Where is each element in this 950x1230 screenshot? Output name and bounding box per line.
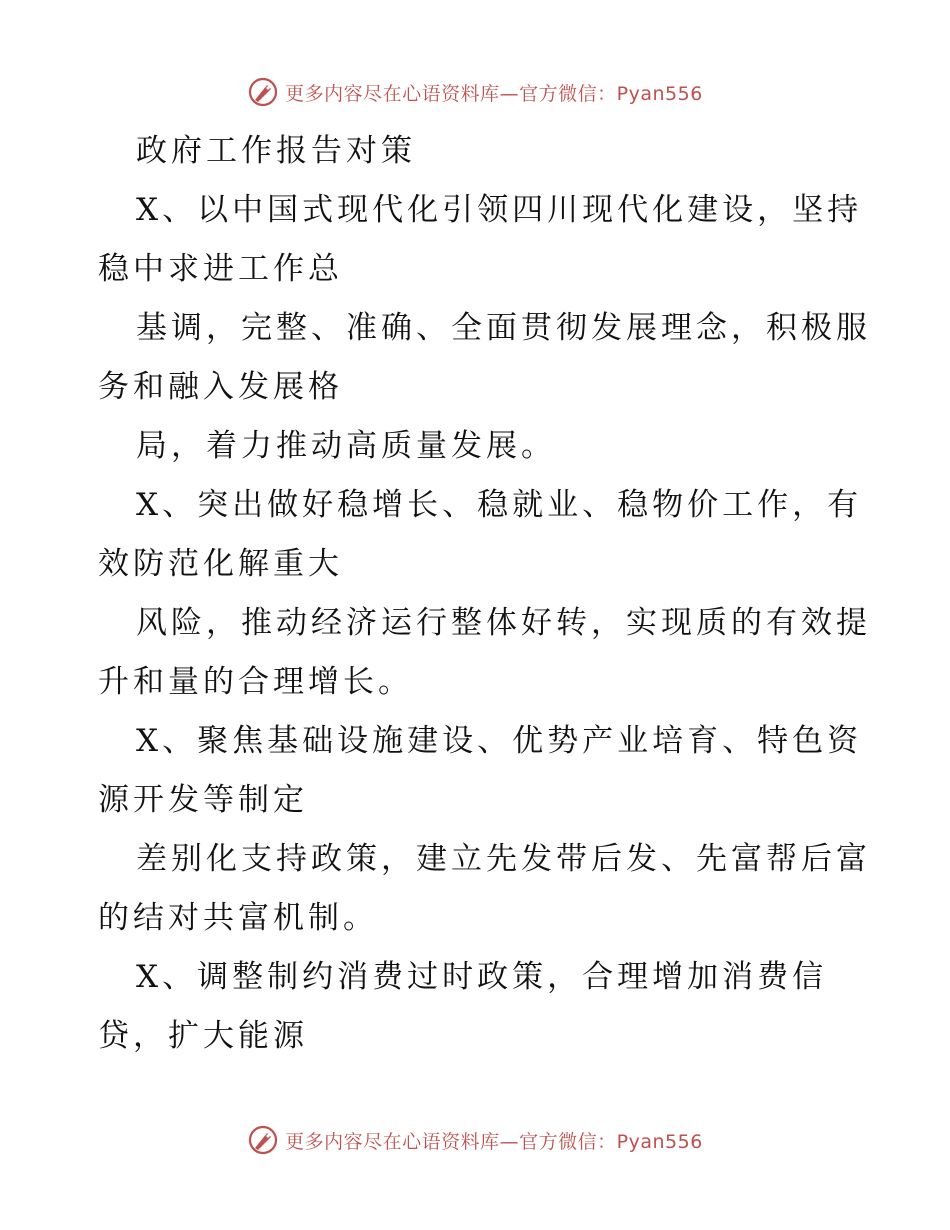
paragraph-line: 的结对共富机制。	[98, 900, 378, 936]
paragraph-line: X、以中国式现代化引领四川现代化建设，坚持	[136, 192, 863, 228]
paragraph-line: 务和融入发展格	[98, 369, 343, 405]
paragraph-line: 局，着力推动高质量发展。	[136, 428, 556, 464]
paragraph-line: 升和量的合理增长。	[98, 664, 413, 700]
paragraph-line: 差别化支持政策，建立先发带后发、先富帮后富	[136, 841, 871, 877]
header-watermark	[0, 72, 950, 112]
paragraph-line: 源开发等制定	[98, 782, 308, 818]
pen-nib-circle-icon	[247, 1124, 279, 1156]
paragraph-line: 风险，推动经济运行整体好转，实现质的有效提	[136, 605, 871, 641]
document-body	[98, 122, 871, 1066]
paragraph-line: X、突出做好稳增长、稳就业、稳物价工作，有	[136, 487, 863, 523]
paragraph-line: X、聚焦基础设施建设、优势产业培育、特色资	[136, 723, 863, 759]
paragraph-line: 效防范化解重大	[98, 546, 343, 582]
paragraph-line: 基调，完整、准确、全面贯彻发展理念，积极服	[136, 310, 871, 346]
watermark-text: 更多内容尽在心语资料库—官方微信：Pyan556	[285, 82, 703, 105]
pen-nib-circle-icon	[247, 76, 279, 108]
footer-watermark	[0, 1120, 950, 1160]
document-title: 政府工作报告对策	[136, 133, 416, 169]
paragraph-line: 贷，扩大能源	[98, 1018, 308, 1054]
paragraph-line: X、调整制约消费过时政策，合理增加消费信	[136, 959, 828, 995]
paragraph-line: 稳中求进工作总	[98, 251, 343, 287]
watermark-text: 更多内容尽在心语资料库—官方微信：Pyan556	[285, 1130, 703, 1153]
